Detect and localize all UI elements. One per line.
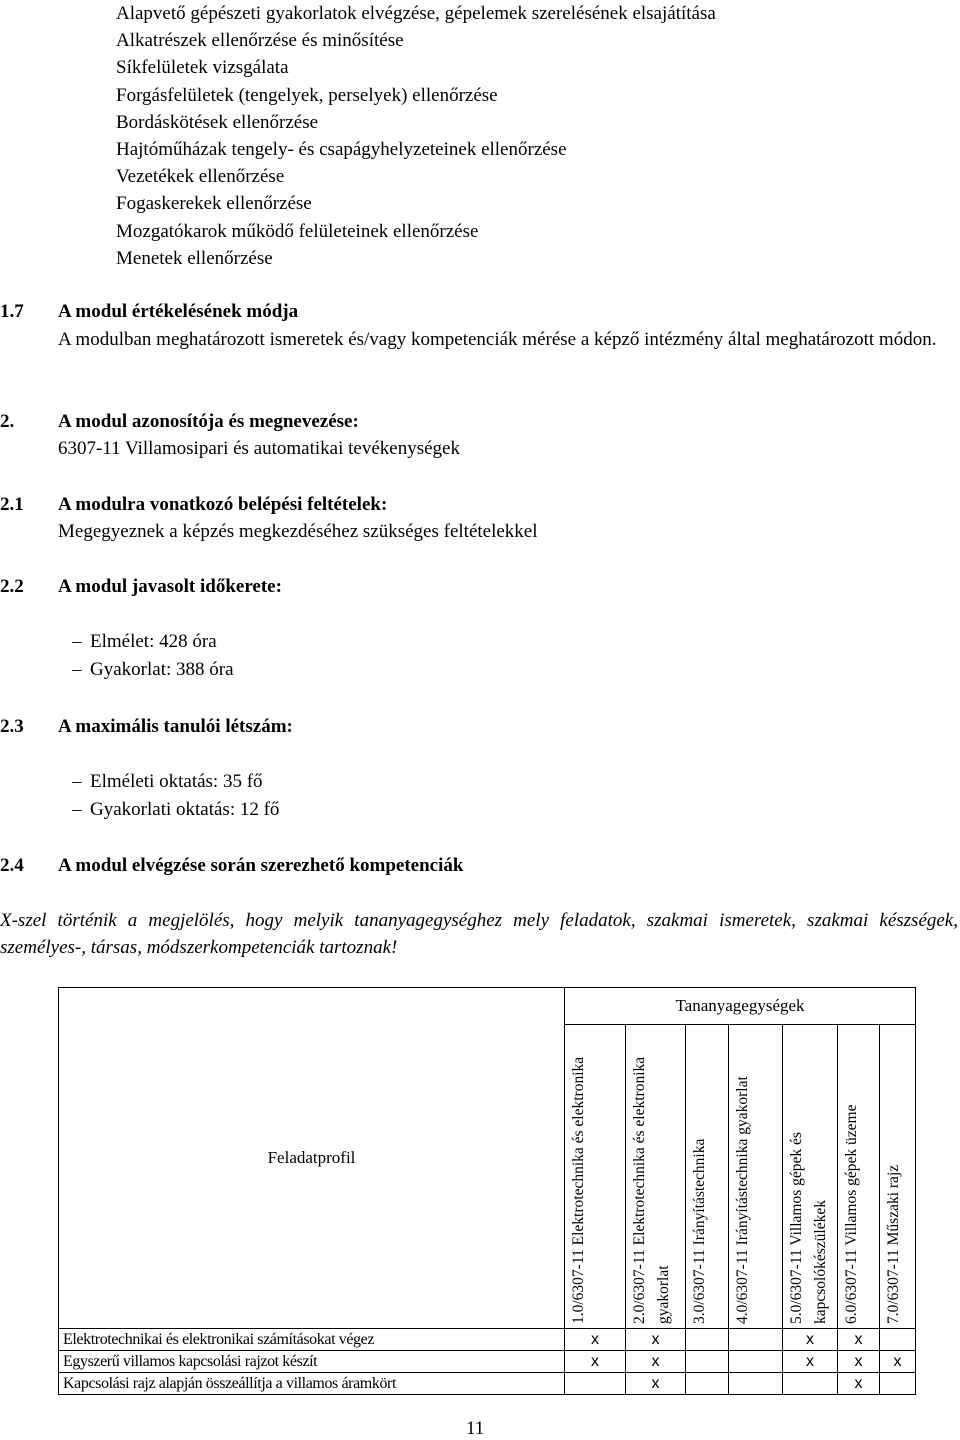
section-number: 2.3	[0, 716, 24, 737]
unit-header-label: 4.0/6307-11 Irányítástechnika gyakorlat	[734, 1076, 751, 1324]
mark-cell	[686, 1329, 729, 1351]
unit-header-cell	[838, 1025, 880, 1329]
task-list-item: Menetek ellenőrzése	[116, 247, 273, 269]
section-number: 2.4	[0, 855, 24, 876]
headcount-item: – Gyakorlati oktatás: 12 fő	[72, 796, 279, 824]
unit-header-cell	[686, 1025, 729, 1329]
mark-cell	[729, 1329, 783, 1351]
time-frame-item: – Gyakorlat: 388 óra	[72, 656, 234, 684]
mark-cell	[783, 1373, 838, 1395]
unit-header-cell	[783, 1025, 838, 1329]
unit-header-label: 2.0/6307-11 Elektrotechnika és elektronika gyakorlat	[631, 1056, 672, 1324]
headcount-list	[72, 768, 279, 824]
mark-cell: x	[838, 1351, 880, 1373]
mark-cell: x	[626, 1373, 686, 1395]
section-1-7-body: A modulban meghatározott ismeretek és/vagy kompetenciák mérése a képző intézmény által meghatározott módon.	[58, 329, 937, 350]
section-title: A modul elvégzése során szerezhető kompetenciák	[58, 855, 464, 876]
profile-header: Feladatprofil	[59, 988, 565, 1329]
task-label: Egyszerű villamos kapcsolási rajzot készít	[59, 1351, 565, 1373]
task-list-item: Vezetékek ellenőrzése	[116, 166, 285, 188]
mark-cell: x	[626, 1329, 686, 1351]
mark-cell	[686, 1373, 729, 1395]
task-list-item: Mozgatókarok működő felületeinek ellenőrzése	[116, 220, 479, 242]
section-title: A modul javasolt időkerete:	[58, 576, 282, 597]
unit-header-cell	[565, 1025, 626, 1329]
mark-cell	[565, 1373, 626, 1395]
mark-cell	[880, 1329, 916, 1351]
mark-cell: x	[565, 1351, 626, 1373]
unit-header-cell	[880, 1025, 916, 1329]
mark-cell: x	[783, 1351, 838, 1373]
unit-header-cell	[626, 1025, 686, 1329]
unit-header-label: 5.0/6307-11 Villamos gépek és kapcsolókészülékek	[788, 1132, 829, 1324]
section-2-1-body: Megegyeznek a képzés megkezdéséhez szükséges feltételekkel	[58, 521, 538, 542]
unit-header-label: 1.0/6307-11 Elektrotechnika és elektronika	[570, 1056, 587, 1324]
section-number: 1.7	[0, 301, 24, 322]
task-list-item: Hajtóműházak tengely- és csapágyhelyzeteinek ellenőrzése	[116, 139, 567, 161]
mark-cell: x	[783, 1329, 838, 1351]
competency-table	[58, 987, 916, 1395]
mark-cell: x	[880, 1351, 916, 1373]
table-row	[59, 1373, 916, 1395]
mark-cell	[729, 1373, 783, 1395]
mark-cell: x	[838, 1329, 880, 1351]
section-2-3-heading	[0, 713, 960, 740]
headcount-item: – Elméleti oktatás: 35 fő	[72, 768, 279, 796]
task-list-item: Síkfelületek vizsgálata	[116, 57, 289, 79]
marking-note: X-szel történik a megjelölés, hogy melyik tananyagegységhez mely feladatok, szakmai ismeretek, szakmai készségek, személyes-, társas, módszerkompetenciák tartoznak!	[0, 910, 958, 958]
section-number: 2.1	[0, 494, 24, 515]
section-2-4-heading	[0, 852, 960, 879]
section-title: A modulra vonatkozó belépési feltételek:	[58, 494, 388, 515]
section-title: A modul azonosítója és megnevezése:	[58, 411, 359, 432]
table-row	[59, 1351, 916, 1373]
table-row	[59, 1329, 916, 1351]
task-list-item: Fogaskerekek ellenőrzése	[116, 193, 312, 215]
section-title: A modul értékelésének módja	[58, 301, 299, 322]
task-label: Kapcsolási rajz alapján összeállítja a villamos áramkört	[59, 1373, 565, 1395]
mark-cell	[686, 1351, 729, 1373]
page-number: 11	[466, 1418, 485, 1439]
task-list-item: Alkatrészek ellenőrzése és minősítése	[116, 30, 404, 52]
section-number: 2.2	[0, 576, 24, 597]
task-list-item: Bordáskötések ellenőrzése	[116, 111, 319, 133]
units-header: Tananyagegységek	[565, 988, 916, 1025]
time-frame-item: – Elmélet: 428 óra	[72, 628, 234, 656]
section-2-body: 6307-11 Villamosipari és automatikai tevékenységek	[58, 438, 460, 459]
section-title: A maximális tanulói létszám:	[58, 716, 293, 737]
mark-cell	[729, 1351, 783, 1373]
task-label: Elektrotechnikai és elektronikai számításokat végez	[59, 1329, 565, 1351]
section-2-1-heading	[0, 491, 960, 518]
unit-header-label: 6.0/6307-11 Villamos gépek üzeme	[843, 1104, 860, 1324]
task-list-item: Alapvető gépészeti gyakorlatok elvégzése, gépelemek szerelésének elsajátítása	[116, 3, 716, 24]
section-2-2-heading	[0, 573, 960, 600]
mark-cell: x	[626, 1351, 686, 1373]
unit-header-cell	[729, 1025, 783, 1329]
unit-header-label: 7.0/6307-11 Műszaki rajz	[885, 1164, 902, 1324]
mark-cell: x	[838, 1373, 880, 1395]
mark-cell: x	[565, 1329, 626, 1351]
section-1-7-heading	[0, 298, 960, 325]
mark-cell	[880, 1373, 916, 1395]
task-list	[116, 0, 716, 272]
unit-header-label: 3.0/6307-11 Irányítástechnika	[691, 1138, 708, 1324]
task-list-item: Forgásfelületek (tengelyek, perselyek) ellenőrzése	[116, 84, 498, 106]
time-frame-list	[72, 628, 234, 684]
section-number: 2.	[0, 411, 15, 432]
section-2-heading	[0, 408, 960, 435]
